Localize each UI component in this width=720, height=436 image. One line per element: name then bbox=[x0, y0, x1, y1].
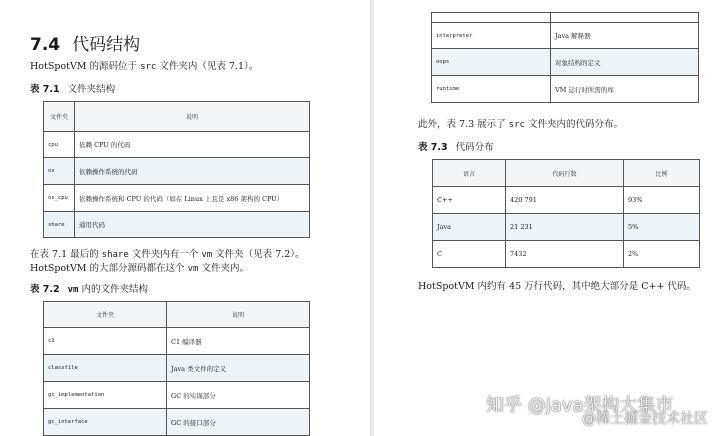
table-cell bbox=[551, 13, 699, 23]
p2-text-b: 文件夹内有一个 bbox=[128, 249, 202, 260]
table-cell: GC 的接口部分 bbox=[167, 409, 310, 436]
section-heading bbox=[30, 30, 140, 55]
table-cell: os bbox=[44, 158, 75, 185]
table-cell: 通用代码 bbox=[75, 212, 310, 238]
table-row bbox=[44, 212, 310, 238]
table-cell: C bbox=[433, 241, 506, 268]
intro-paragraph bbox=[30, 60, 258, 74]
p3-text-b: 文件夹内的代码分布。 bbox=[524, 119, 623, 130]
intro-code: src bbox=[140, 62, 157, 72]
table-7-2-continued bbox=[431, 12, 699, 103]
table-row bbox=[44, 409, 310, 436]
column-header: 说明 bbox=[75, 102, 310, 132]
p2-text-c: 文件夹（见表 7.2）。 bbox=[212, 249, 305, 260]
table-row bbox=[44, 185, 310, 212]
p2-code-vm-2: vm bbox=[187, 264, 199, 274]
table-cell: os_cpu bbox=[44, 185, 75, 212]
p2-code-vm: vm bbox=[201, 250, 213, 260]
column-header: 文件夹 bbox=[44, 302, 167, 328]
section-title: 代码结构 bbox=[72, 35, 141, 55]
p3-text-a: 此外，表 7.3 展示了 bbox=[418, 119, 509, 130]
table-cell: 对象结构的定义 bbox=[551, 49, 699, 76]
column-header: 文件夹 bbox=[44, 102, 75, 132]
table-row bbox=[433, 187, 700, 214]
column-header: 代码行数 bbox=[506, 160, 624, 187]
table-row bbox=[432, 23, 699, 49]
table-cell: runtime bbox=[432, 76, 551, 103]
table-row bbox=[44, 132, 310, 158]
table-7-1 bbox=[43, 101, 310, 238]
column-header: 比例 bbox=[624, 160, 700, 187]
table-cell: 93% bbox=[624, 187, 700, 214]
column-header: 语言 bbox=[433, 160, 506, 187]
table-cell: share bbox=[44, 212, 75, 238]
column-header: 说明 bbox=[167, 302, 310, 328]
p2-code-share: share bbox=[101, 250, 129, 260]
table-cell: 5% bbox=[624, 214, 700, 241]
p2-text-d: HotSpotVM 的大部分源码都在这个 bbox=[30, 263, 188, 274]
table-cell: 2% bbox=[624, 241, 700, 268]
table-cell: 420 791 bbox=[506, 187, 624, 214]
table-cell: 依赖操作系统和 CPU 的代码（如在 Linux 上且是 x86 架构的 CPU） bbox=[75, 185, 310, 212]
table-7-2-caption bbox=[30, 281, 148, 295]
table-7-3-label: 表 7.3 bbox=[418, 142, 448, 153]
table-row bbox=[432, 13, 699, 23]
p3-code: src bbox=[508, 120, 525, 130]
table-7-2-title: 内的文件夹结构 bbox=[78, 284, 149, 295]
table-cell: 依赖操作系统的代码 bbox=[75, 158, 310, 185]
table-7-2-label: 表 7.2 bbox=[30, 284, 60, 295]
table-7-3-title: 代码分布 bbox=[455, 142, 494, 153]
table-cell: gc_implementation bbox=[44, 382, 167, 409]
table-7-1-label: 表 7.1 bbox=[30, 84, 60, 95]
table-header-row bbox=[44, 102, 310, 132]
table-row bbox=[432, 76, 699, 103]
table-7-3-caption bbox=[418, 139, 494, 153]
table-cell: 21 231 bbox=[506, 214, 624, 241]
table-cell: GC 的实现部分 bbox=[167, 382, 310, 409]
table-cell: gc_interface bbox=[44, 409, 167, 436]
table-cell: oops bbox=[432, 49, 551, 76]
table-cell: interpreter bbox=[432, 23, 551, 49]
table-cell: classfile bbox=[44, 355, 167, 382]
table-cell: cpu bbox=[44, 132, 75, 158]
table-header-row bbox=[433, 160, 700, 187]
share-paragraph-line-1 bbox=[30, 248, 305, 262]
share-paragraph-line-2 bbox=[30, 262, 305, 276]
table-cell: c1 bbox=[44, 328, 167, 355]
table-cell bbox=[432, 13, 551, 23]
intro-text-b: 文件夹内（见表 7.1）。 bbox=[156, 61, 259, 72]
section-number: 7.4 bbox=[30, 35, 61, 55]
table-7-1-caption bbox=[30, 81, 115, 95]
table-header-row bbox=[44, 302, 310, 328]
table-row bbox=[433, 241, 700, 268]
table-row bbox=[433, 214, 700, 241]
distribution-paragraph bbox=[418, 118, 623, 132]
table-row bbox=[44, 355, 310, 382]
table-7-2-code: vm bbox=[67, 285, 79, 295]
table-row bbox=[432, 49, 699, 76]
table-cell: Java 类文件的定义 bbox=[167, 355, 310, 382]
watermark-line-2: @稀土掘金技术社区 bbox=[582, 411, 708, 427]
intro-text-a: HotSpotVM 的源码位于 bbox=[30, 61, 141, 72]
table-7-3 bbox=[432, 159, 700, 268]
table-cell: Java bbox=[433, 214, 506, 241]
table-cell: C++ bbox=[433, 187, 506, 214]
table-row bbox=[44, 328, 310, 355]
table-row bbox=[44, 158, 310, 185]
share-paragraph bbox=[30, 248, 305, 276]
p2-text-a: 在表 7.1 最后的 bbox=[30, 249, 102, 260]
summary-paragraph: HotSpotVM 内约有 45 万行代码，其中绝大部分是 C++ 代码。 bbox=[418, 281, 696, 292]
table-cell: Java 解释器 bbox=[551, 23, 699, 49]
table-cell: 7432 bbox=[506, 241, 624, 268]
table-cell: C1 编译器 bbox=[167, 328, 310, 355]
right-page bbox=[374, 0, 720, 436]
table-row bbox=[44, 382, 310, 409]
table-7-1-title: 文件夹结构 bbox=[67, 84, 116, 95]
p2-text-e: 文件夹内。 bbox=[198, 263, 249, 274]
table-cell: 依赖 CPU 的代码 bbox=[75, 132, 310, 158]
table-cell: VM 运行时所需的库 bbox=[551, 76, 699, 103]
watermark-line-1: 知乎 @java架构大集市 bbox=[486, 395, 674, 416]
table-7-2 bbox=[43, 301, 310, 436]
